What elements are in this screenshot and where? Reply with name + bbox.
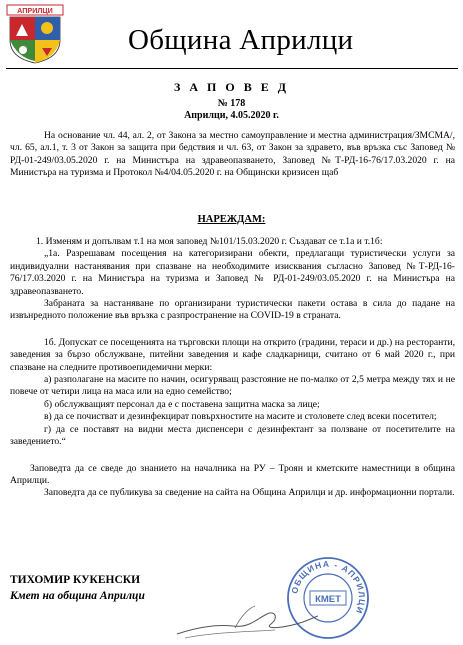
closing-2: Заповедта да се публикува за сведение на сайта на Община Априлци и др. информационни портали. xyxy=(44,487,455,499)
item-1b: 1б. Допускат се посещенията на търговски площи на открито (градини, тераси и др.) на ресторанти, заведения за бързо обслужване, питейни заведения и кафе сладкарници, считано от 6 май 2020 г., при спазване на следните противоепидемични мерки: xyxy=(10,336,455,373)
item-1a: „1а. Разрешавам посещения на категоризирани обекти, предлагащи туристически услуги за индивидуални настанявания при спазване на необходимите изисквания съгласно Заповед №Т-РД-16-76/17.03.2020 г. на Министъра на туризма и Заповед № РД-01-249/03.05.2020 г. на Министъра на здравеопазването. xyxy=(10,248,455,297)
order-number: № 178 xyxy=(217,98,246,109)
closing-1: Заповедта да се сведе до знанието на началника на РУ – Троян и кметските наместници в община Априлци. xyxy=(10,462,455,486)
municipality-title: Община Априлци xyxy=(128,24,354,56)
item-1: 1. Изменям и допълвам т.1 на моя заповед №101/15.03.2020 г. Създават се т.1а и т.1б: xyxy=(36,236,383,247)
decree-word: НАРЕЖДАМ: xyxy=(197,214,266,225)
stamp-ring-text: ОБЩИНА - АПРИЛЦИ xyxy=(289,558,368,616)
order-heading: З А П О В Е Д xyxy=(174,80,289,94)
stamp-center-text: КМЕТ xyxy=(315,594,341,605)
order-body xyxy=(10,236,455,500)
preamble-text: На основание чл. 44, ал. 2, от Закона за местно самоуправление и местна администрация/ЗМСМА/, чл. 65, ал.1, т. 3 от Закон за защита при бедствия и чл. 63, от Закон за здравето, във връзка със Заповед № РД-01-249/03.05.2020 г. на Министъра на здравеопазването, Заповед №Т-РД-16-76/17.03.2020 г. на Министъра на туризма и Протокол №4/04.05.2020 г. на Общински кризисен щаб xyxy=(10,130,455,179)
header-divider xyxy=(6,68,458,69)
signatory-name: ТИХОМИР КУКЕНСКИ xyxy=(10,574,141,586)
order-place-date: Априлци, 4.05.2020 г. xyxy=(184,110,279,121)
crest-banner-text: АПРИЛЦИ xyxy=(17,6,53,15)
measure-v: в) да се почистват и дезинфекцират повърхностите на масите и столовете след всеки посетител; xyxy=(44,411,437,423)
handwritten-signature xyxy=(175,598,320,642)
preamble xyxy=(10,130,455,180)
measure-b: б) обслужващият персонал да е с поставена защитна маска за лице; xyxy=(44,398,320,410)
measure-g: г) да се поставят на видни места диспенсери с дезинфектант за ползване от посетителите на заведението.“ xyxy=(10,423,455,448)
municipal-crest-icon xyxy=(6,4,64,64)
signatory-role: Кмет на община Априлци xyxy=(10,590,145,602)
measure-a: а) разполагане на масите по начин, осигуряващ разстояние не по-малко от 2,5 метра между тях и не повече от четири лица на маса или на едно семейство; xyxy=(10,374,455,398)
item-1a-ban: Забраната за настаняване по организирани туристически пакети остава в сила до падане на извънредното положение във връзка с разпространение на COVID-19 в страната. xyxy=(10,298,455,322)
